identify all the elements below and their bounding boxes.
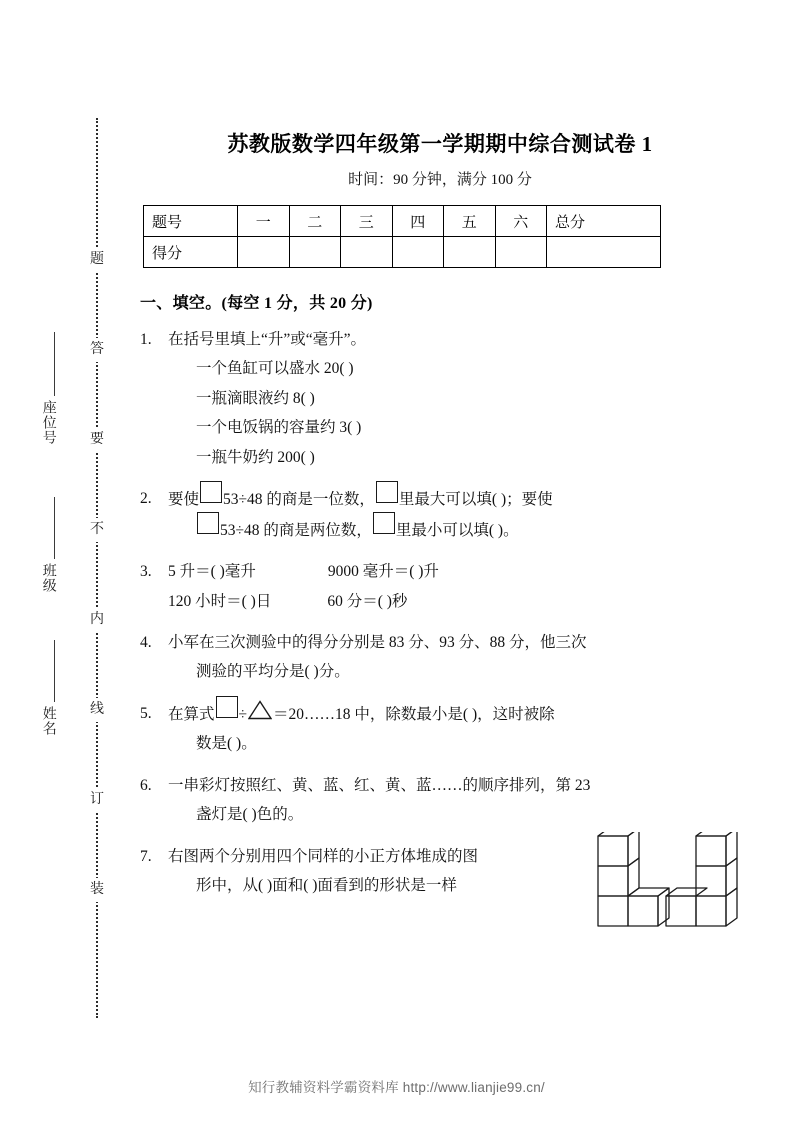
question-5-line-2: 数是( )。 — [196, 735, 257, 753]
score-table-row-label-0: 题号 — [144, 206, 238, 237]
question-5-divide-sign: ÷ — [238, 705, 248, 723]
field-seat-number-label: 座位号 — [40, 400, 56, 445]
question-6-line-1: 一串彩灯按照红、黄、蓝、红、黄、蓝……的顺序排列，第 23 — [168, 776, 591, 794]
empty-square-box-icon — [216, 696, 238, 718]
question-4-number: 4. — [140, 633, 152, 651]
question-5 — [140, 687, 740, 759]
score-cell-3[interactable] — [392, 237, 444, 268]
question-7-line-1: 右图两个分别用四个同样的小正方体堆成的图 — [168, 847, 479, 865]
question-2-text-c: 里最大可以填( )；要使 — [398, 491, 553, 509]
question-1-number: 1. — [140, 331, 152, 348]
question-1-text: 在括号里填上“升”或“毫升”。 — [168, 331, 367, 348]
score-cell-0[interactable] — [238, 237, 290, 268]
question-1-subitem-3: 一瓶牛奶约 200( ) — [196, 448, 315, 466]
question-3-item-c: 120 小时＝( )日 — [168, 592, 272, 610]
question-5-text-a: 在算式 — [168, 705, 215, 723]
field-name-label: 姓名 — [40, 706, 56, 736]
score-cell-5[interactable] — [495, 237, 547, 268]
table-row-header — [144, 206, 661, 237]
field-seat-number-rule — [54, 332, 55, 396]
empty-triangle-icon — [248, 700, 272, 720]
seal-char-6: 订 — [86, 788, 108, 812]
question-3-item-d: 60 分＝( )秒 — [327, 592, 408, 610]
seal-char-5: 线 — [86, 698, 108, 722]
exam-paper-content — [140, 0, 740, 900]
score-table-col-0: 一 — [238, 206, 290, 237]
footer-watermark: 知行教辅资料学霸资料库 http://www.lianjie99.cn/ — [248, 1080, 545, 1095]
question-2-text-a: 要使 — [168, 491, 200, 509]
question-3-line-1 — [168, 557, 740, 586]
question-7-line-2: 形中，从( )面和( )面看到的形状是一样 — [196, 877, 457, 894]
score-table — [143, 205, 661, 268]
question-2-text-b: 53÷48 的商是一位数， — [223, 491, 375, 509]
question-7 — [140, 830, 740, 901]
score-table-col-2: 三 — [341, 206, 393, 237]
question-3 — [140, 545, 740, 616]
question-5-number: 5. — [140, 704, 152, 722]
cube-stack-figure — [588, 832, 748, 936]
seal-char-7: 装 — [86, 878, 108, 902]
seal-char-3: 不 — [86, 518, 108, 542]
seal-char-0: 题 — [86, 248, 108, 272]
question-2-text-d: 53÷48 的商是两位数， — [220, 521, 372, 539]
score-cell-2[interactable] — [341, 237, 393, 268]
question-1-subitem-2: 一个电饭锅的容量约 3( ) — [196, 419, 362, 437]
question-3-item-a: 5 升＝( )毫升 — [168, 563, 256, 581]
score-table-col-3: 四 — [392, 206, 444, 237]
seal-char-1: 答 — [86, 338, 108, 362]
page-subtitle: 时间：90 分钟，满分 100 分 — [348, 172, 532, 188]
seal-char-2: 要 — [86, 428, 108, 452]
score-table-total-label: 总分 — [547, 206, 661, 237]
score-table-row-label-1: 得分 — [144, 237, 238, 268]
field-class-label: 班级 — [40, 563, 56, 593]
empty-square-box-icon — [200, 481, 222, 503]
question-1-subitem-0: 一个鱼缸可以盛水 20( ) — [196, 360, 354, 378]
field-class-rule — [54, 497, 55, 559]
section-heading-fill-in-blanks: 一、填空。(每空 1 分，共 20 分) — [140, 295, 373, 312]
question-2-line-1 — [168, 484, 740, 514]
empty-square-box-icon — [376, 481, 398, 503]
table-row-scores — [144, 237, 661, 268]
score-table-col-1: 二 — [289, 206, 341, 237]
score-cell-4[interactable] — [444, 237, 496, 268]
field-name-rule — [54, 640, 55, 702]
question-7-number: 7. — [140, 847, 152, 865]
question-1 — [140, 313, 740, 472]
question-4-line-1: 小军在三次测验中的得分分别是 83 分、93 分、88 分，他三次 — [168, 633, 587, 651]
question-6-number: 6. — [140, 776, 152, 794]
question-6-line-2: 盏灯是( )色的。 — [196, 806, 304, 824]
question-2-text-e: 里最小可以填( )。 — [395, 521, 519, 539]
score-cell-1[interactable] — [289, 237, 341, 268]
question-3-line-2 — [168, 587, 740, 616]
seal-char-4: 内 — [86, 608, 108, 632]
question-4-line-2: 测验的平均分是( )分。 — [196, 663, 350, 681]
empty-square-box-icon — [197, 512, 219, 534]
question-2-number: 2. — [140, 490, 152, 508]
question-1-subitem-1: 一瓶滴眼液约 8( ) — [196, 389, 315, 407]
question-3-item-b: 9000 毫升＝( )升 — [327, 563, 439, 581]
question-6 — [140, 759, 740, 830]
question-3-number: 3. — [140, 563, 152, 581]
seal-margin — [0, 0, 130, 1122]
field-class — [40, 563, 70, 593]
page-title: 苏教版数学四年级第一学期期中综合测试卷 1 — [227, 132, 653, 156]
question-2 — [140, 472, 740, 545]
empty-square-box-icon — [373, 512, 395, 534]
score-table-col-4: 五 — [444, 206, 496, 237]
question-4 — [140, 616, 740, 687]
score-cell-total[interactable] — [547, 237, 661, 268]
question-5-line-1 — [168, 699, 740, 729]
field-name — [40, 706, 70, 736]
score-table-col-5: 六 — [495, 206, 547, 237]
question-2-line-2 — [168, 515, 740, 545]
field-seat-number — [40, 400, 70, 445]
question-5-text-c: ＝20……18 中，除数最小是( )，这时被除 — [273, 705, 555, 723]
